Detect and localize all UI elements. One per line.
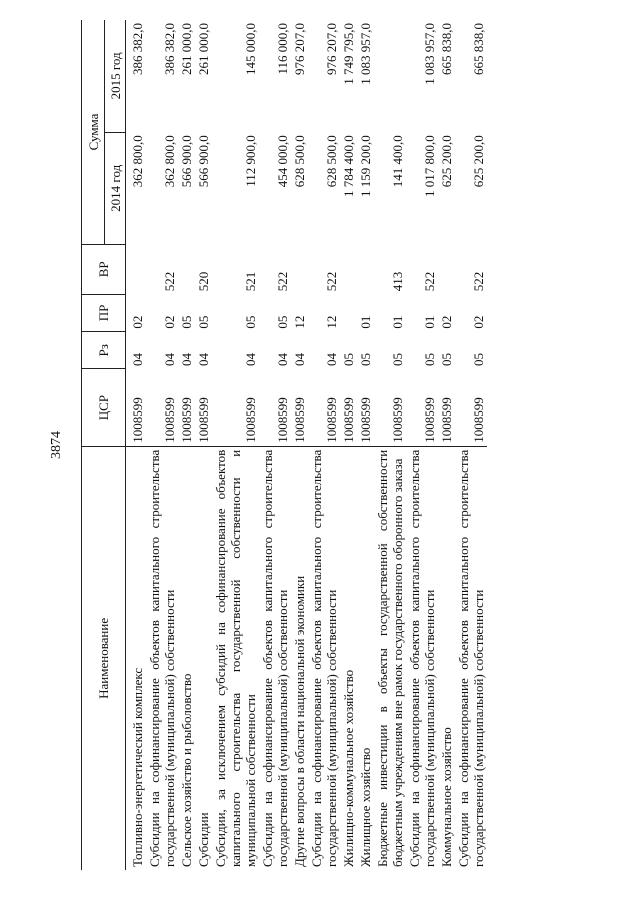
cell-name: Другие вопросы в области национальной экономики [291, 446, 308, 870]
cell-csr: 1008599 [439, 397, 454, 443]
cell-sum-2014: 628 500,0 [292, 135, 307, 188]
header-rz: Рз [82, 332, 126, 369]
cell-name: Субсидии, за исключением субсидий на софинансирование объектов капитального строительства государственной собственности и муниципальной собственности [212, 446, 259, 870]
cell-pr: 02 [130, 315, 145, 329]
cell-name: Субсидии на софинансирование объектов капитального строительства государственной (муниципальной) собственности [455, 446, 487, 870]
rotated-page [48, 20, 613, 870]
cell-vr: 522 [162, 271, 177, 292]
cell-name: Субсидии [195, 446, 212, 870]
cell-sum-2015: 1 749 795,0 [341, 23, 356, 85]
cell-csr: 1008599 [422, 397, 437, 443]
cell-name: Бюджетные инвестиции в объекты государственной собственности бюджетным учреждениям вне рамок государственного оборонного заказа [374, 446, 406, 870]
cell-rz: 04 [179, 352, 194, 366]
cell-sum-2015: 145 000,0 [243, 23, 258, 75]
cell-sum-2014: 112 900,0 [243, 135, 258, 187]
cell-rz: 04 [162, 352, 177, 366]
cell-sum-2015: 116 000,0 [275, 23, 290, 75]
cell-name: Жилищно-коммунальное хозяйство [340, 446, 357, 870]
cell-name: Субсидии на софинансирование объектов капитального строительства государственной (муниципальной) собственности [406, 446, 438, 870]
cell-rz: 04 [130, 352, 145, 366]
page-number: 3874 [49, 431, 64, 459]
cell-pr: 01 [390, 315, 405, 329]
cell-csr: 1008599 [471, 397, 486, 443]
cell-rz: 04 [324, 352, 339, 366]
cell-csr: 1008599 [275, 397, 290, 443]
cell-rz: 05 [341, 352, 356, 366]
table-row [291, 20, 308, 870]
cell-csr: 1008599 [196, 397, 211, 443]
table-body [126, 20, 488, 870]
cell-rz: 05 [471, 352, 486, 366]
cell-sum-2015: 976 207,0 [324, 23, 339, 75]
table-row [195, 20, 212, 870]
budget-table [81, 20, 487, 870]
cell-sum-2015: 665 838,0 [471, 23, 486, 75]
cell-rz: 04 [196, 352, 211, 366]
table-row [146, 20, 178, 870]
cell-vr: 522 [324, 271, 339, 292]
cell-rz: 05 [422, 352, 437, 366]
cell-vr [291, 244, 308, 294]
header-vr: ВР [82, 244, 126, 294]
cell-name: Жилищное хозяйство [357, 446, 374, 870]
cell-pr: 05 [179, 315, 194, 329]
cell-sum-2015: 261 000,0 [196, 23, 211, 75]
table-row [126, 20, 147, 870]
cell-csr: 1008599 [292, 397, 307, 443]
cell-pr: 02 [439, 315, 454, 329]
cell-rz: 04 [243, 352, 258, 366]
cell-vr: 522 [471, 271, 486, 292]
cell-sum-2015: 261 000,0 [179, 23, 194, 75]
header-name: Наименование [82, 446, 126, 870]
cell-sum-2015: 1 083 957,0 [422, 23, 437, 85]
cell-vr [178, 244, 195, 294]
cell-pr: 01 [422, 315, 437, 329]
cell-vr [126, 244, 147, 294]
cell-sum-2014: 1 017 800,0 [422, 135, 437, 197]
header-csr: ЦСР [82, 369, 126, 446]
cell-sum-2015: 665 838,0 [439, 23, 454, 75]
cell-rz: 04 [275, 352, 290, 366]
cell-sum-2014: 1 784 400,0 [341, 135, 356, 197]
cell-sum-2015: 386 382,0 [162, 23, 177, 75]
cell-pr: 05 [196, 315, 211, 329]
cell-vr: 522 [275, 271, 290, 292]
cell-pr: 12 [324, 315, 339, 329]
table-row [308, 20, 340, 870]
cell-vr [357, 244, 374, 294]
cell-sum-2014: 566 900,0 [179, 135, 194, 188]
cell-pr [340, 294, 357, 331]
cell-name: Сельское хозяйство и рыболовство [178, 446, 195, 870]
table-row [406, 20, 438, 870]
table-row [438, 20, 455, 870]
cell-sum-2015: 386 382,0 [130, 23, 145, 75]
table-row [212, 20, 259, 870]
cell-csr: 1008599 [243, 397, 258, 443]
cell-sum-2014: 625 200,0 [439, 135, 454, 188]
table-row [374, 20, 406, 870]
table-row [455, 20, 487, 870]
cell-pr: 02 [162, 315, 177, 329]
header-2014: 2014 год [105, 132, 126, 244]
table-row [357, 20, 374, 870]
cell-vr [438, 244, 455, 294]
cell-vr: 521 [243, 271, 258, 292]
table-row [340, 20, 357, 870]
header-2015: 2015 год [105, 20, 126, 132]
cell-pr: 05 [243, 315, 258, 329]
cell-sum-2014: 362 800,0 [162, 135, 177, 188]
cell-rz: 05 [390, 352, 405, 366]
cell-sum-2014: 625 200,0 [471, 135, 486, 188]
cell-name: Субсидии на софинансирование объектов капитального строительства государственной (муниципальной) собственности [146, 446, 178, 870]
cell-vr [340, 244, 357, 294]
cell-name: Коммунальное хозяйство [438, 446, 455, 870]
header-sum: Сумма [82, 20, 105, 244]
table-row [178, 20, 195, 870]
cell-sum-2014: 1 159 200,0 [358, 135, 373, 197]
cell-rz: 05 [358, 352, 373, 366]
cell-sum-2014: 454 000,0 [275, 135, 290, 188]
cell-name: Субсидии на софинансирование объектов капитального строительства государственной (муниципальной) собственности [259, 446, 291, 870]
table-row [259, 20, 291, 870]
cell-vr: 520 [196, 271, 211, 292]
cell-sum-2014: 362 800,0 [130, 135, 145, 188]
header-pr: ПР [82, 294, 126, 331]
cell-csr: 1008599 [130, 397, 145, 443]
header-row [82, 20, 105, 870]
cell-vr: 522 [422, 271, 437, 292]
cell-pr: 02 [471, 315, 486, 329]
cell-name: Субсидии на софинансирование объектов капитального строительства государственной (муниципальной) собственности [308, 446, 340, 870]
cell-sum-2015 [374, 20, 406, 132]
cell-pr: 12 [292, 315, 307, 329]
cell-csr: 1008599 [162, 397, 177, 443]
cell-csr: 1008599 [390, 397, 405, 443]
cell-sum-2015: 1 083 957,0 [358, 23, 373, 85]
cell-pr: 05 [275, 315, 290, 329]
cell-csr: 1008599 [324, 397, 339, 443]
cell-csr: 1008599 [179, 397, 194, 443]
cell-rz: 05 [439, 352, 454, 366]
cell-name: Топливно-энергетический комплекс [126, 446, 147, 870]
cell-vr: 413 [390, 271, 405, 292]
cell-csr: 1008599 [341, 397, 356, 443]
cell-pr: 01 [358, 315, 373, 329]
cell-sum-2014: 141 400,0 [390, 135, 405, 188]
cell-csr: 1008599 [358, 397, 373, 443]
cell-sum-2015: 976 207,0 [292, 23, 307, 75]
cell-sum-2014: 628 500,0 [324, 135, 339, 188]
cell-rz: 04 [292, 352, 307, 366]
cell-sum-2014: 566 900,0 [196, 135, 211, 188]
